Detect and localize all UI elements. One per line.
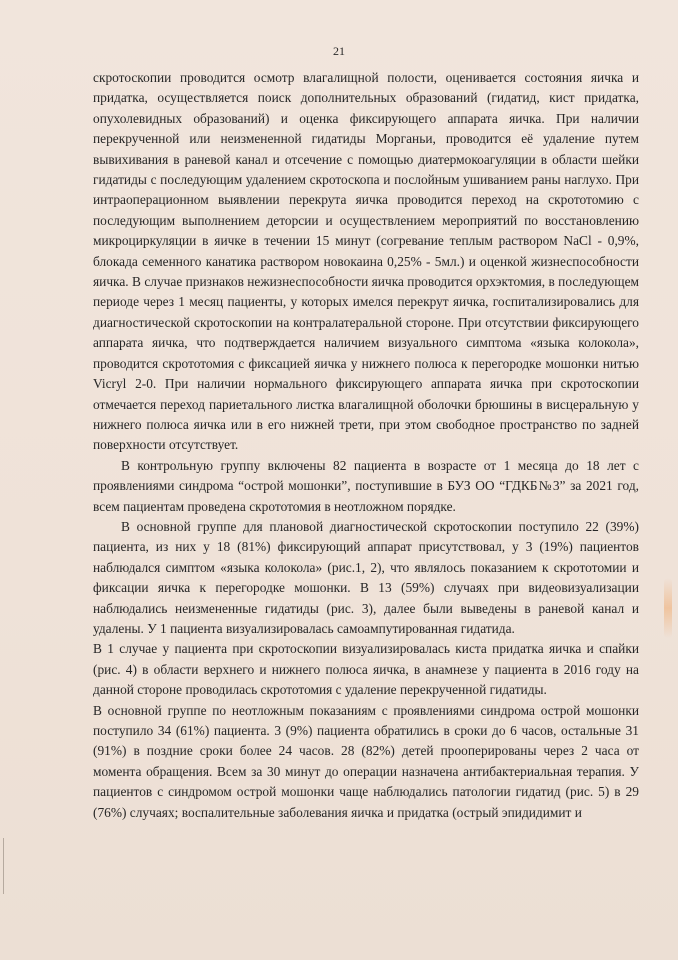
margin-highlight-mark: [664, 578, 672, 638]
document-body: [93, 68, 639, 823]
paragraph-planned-scrotoscopy: В основной группе для плановой диагностической скротоскопии поступило 22 (39%) пациента, из них у 18 (81%) фиксирующий аппарат присутствовал, у 3 (19%) пациентов наблюдался симптом «языка колокола» (рис.1, 2), что являлось показанием к скрототомии и фиксации яичка к перегородке мошонки. В 13 (59%) случаях при видеовизуализации наблюдались неизмененные гидатиды (рис. 3), далее были выведены в раневой канал и удалены. У 1 пациента визуализировалась самоампутированная гидатида.: [93, 518, 639, 636]
paragraph-control-group: В контрольную группу включены 82 пациента в возрасте от 1 месяца до 18 лет с проявлениями синдрома “острой мошонки”, поступившие в БУЗ ОО “ГДКБ№3” за 2021 год, всем пациентам проведена скрототомия в неотложном порядке.: [93, 457, 639, 514]
scan-edge-line: [3, 838, 4, 894]
paragraph-emergency-group: В основной группе по неотложным показаниям с проявлениями синдрома острой мошонки поступило 34 (61%) пациента. 3 (9%) пациента обратились в сроки до 6 часов, остальные 31 (91%) в поздние сроки более 24 часов. 28 (82%) детей прооперированы через 2 часа от момента обращения. Всем за 30 минут до операции назначена антибактериальная терапия. У пациентов с синдромом острой мошонки чаще наблюдались патологии гидатид (рис. 5) в 29 (76%) случаях; воспалительные заболевания яичка и придатка (острый эпидидимит и: [93, 702, 639, 820]
paragraph-epididymal-cyst-case: В 1 случае у пациента при скротоскопии визуализировалась киста придатка яичка и спайки (рис. 4) в области верхнего и нижнего полюса яичка, в анамнезе у пациента в 2016 году на данной стороне проводилась скрототомия с удаление перекрученной гидатиды.: [93, 641, 639, 698]
paragraph-scrotoscopy-procedure: скротоскопии проводится осмотр влагалищной полости, оценивается состояния яичка и придатка, осуществляется поиск дополнительных образований (гидатид, кист придатка, опухолевидных образований) и оценка фиксирующего аппарата яичка. При наличии перекрученной или неизмененной гидатиды Морганьи, проводится её удаление путем вывихивания в раневой канал и отсечение с помощью диатермокоагуляции в области шейки гидатиды с последующим удалением скротоскопа и послойным ушиванием раны наглухо. При интраоперационном выявлении перекрута яичка проводится переход на скрототомию с последующим выполнением деторсии и осуществлением мероприятий по восстановлению микроциркуляции в яичке в течении 15 минут (согревание теплым раствором NaCl - 0,9%, блокада семенного канатика раствором новокаина 0,25% - 5мл.) и оценкой жизнеспособности яичка. В случае признаков нежизнеспособности яичка проводится орхэктомия, в последующем периоде через 1 месяц пациенты, у которых имелся перекрут яичка, госпитализировались для диагностической скротоскопии на контралатеральной стороне. При отсутствии фиксирующего аппарата яичка, что подтверждается наличием визуального симптома «языка колокола», проводится скрототомия с фиксацией яичка у нижнего полюса к перегородке мошонки нитью Vicryl 2-0. При наличии нормального фиксирующего аппарата яичка при скротоскопии отмечается переход париетального листка влагалищной оболочки брюшины в висцеральную у нижнего полюса яичка или в его нижней трети, при этом свободное пространство по задней поверхности отсутствует.: [93, 70, 639, 453]
page-number: 21: [333, 44, 345, 58]
